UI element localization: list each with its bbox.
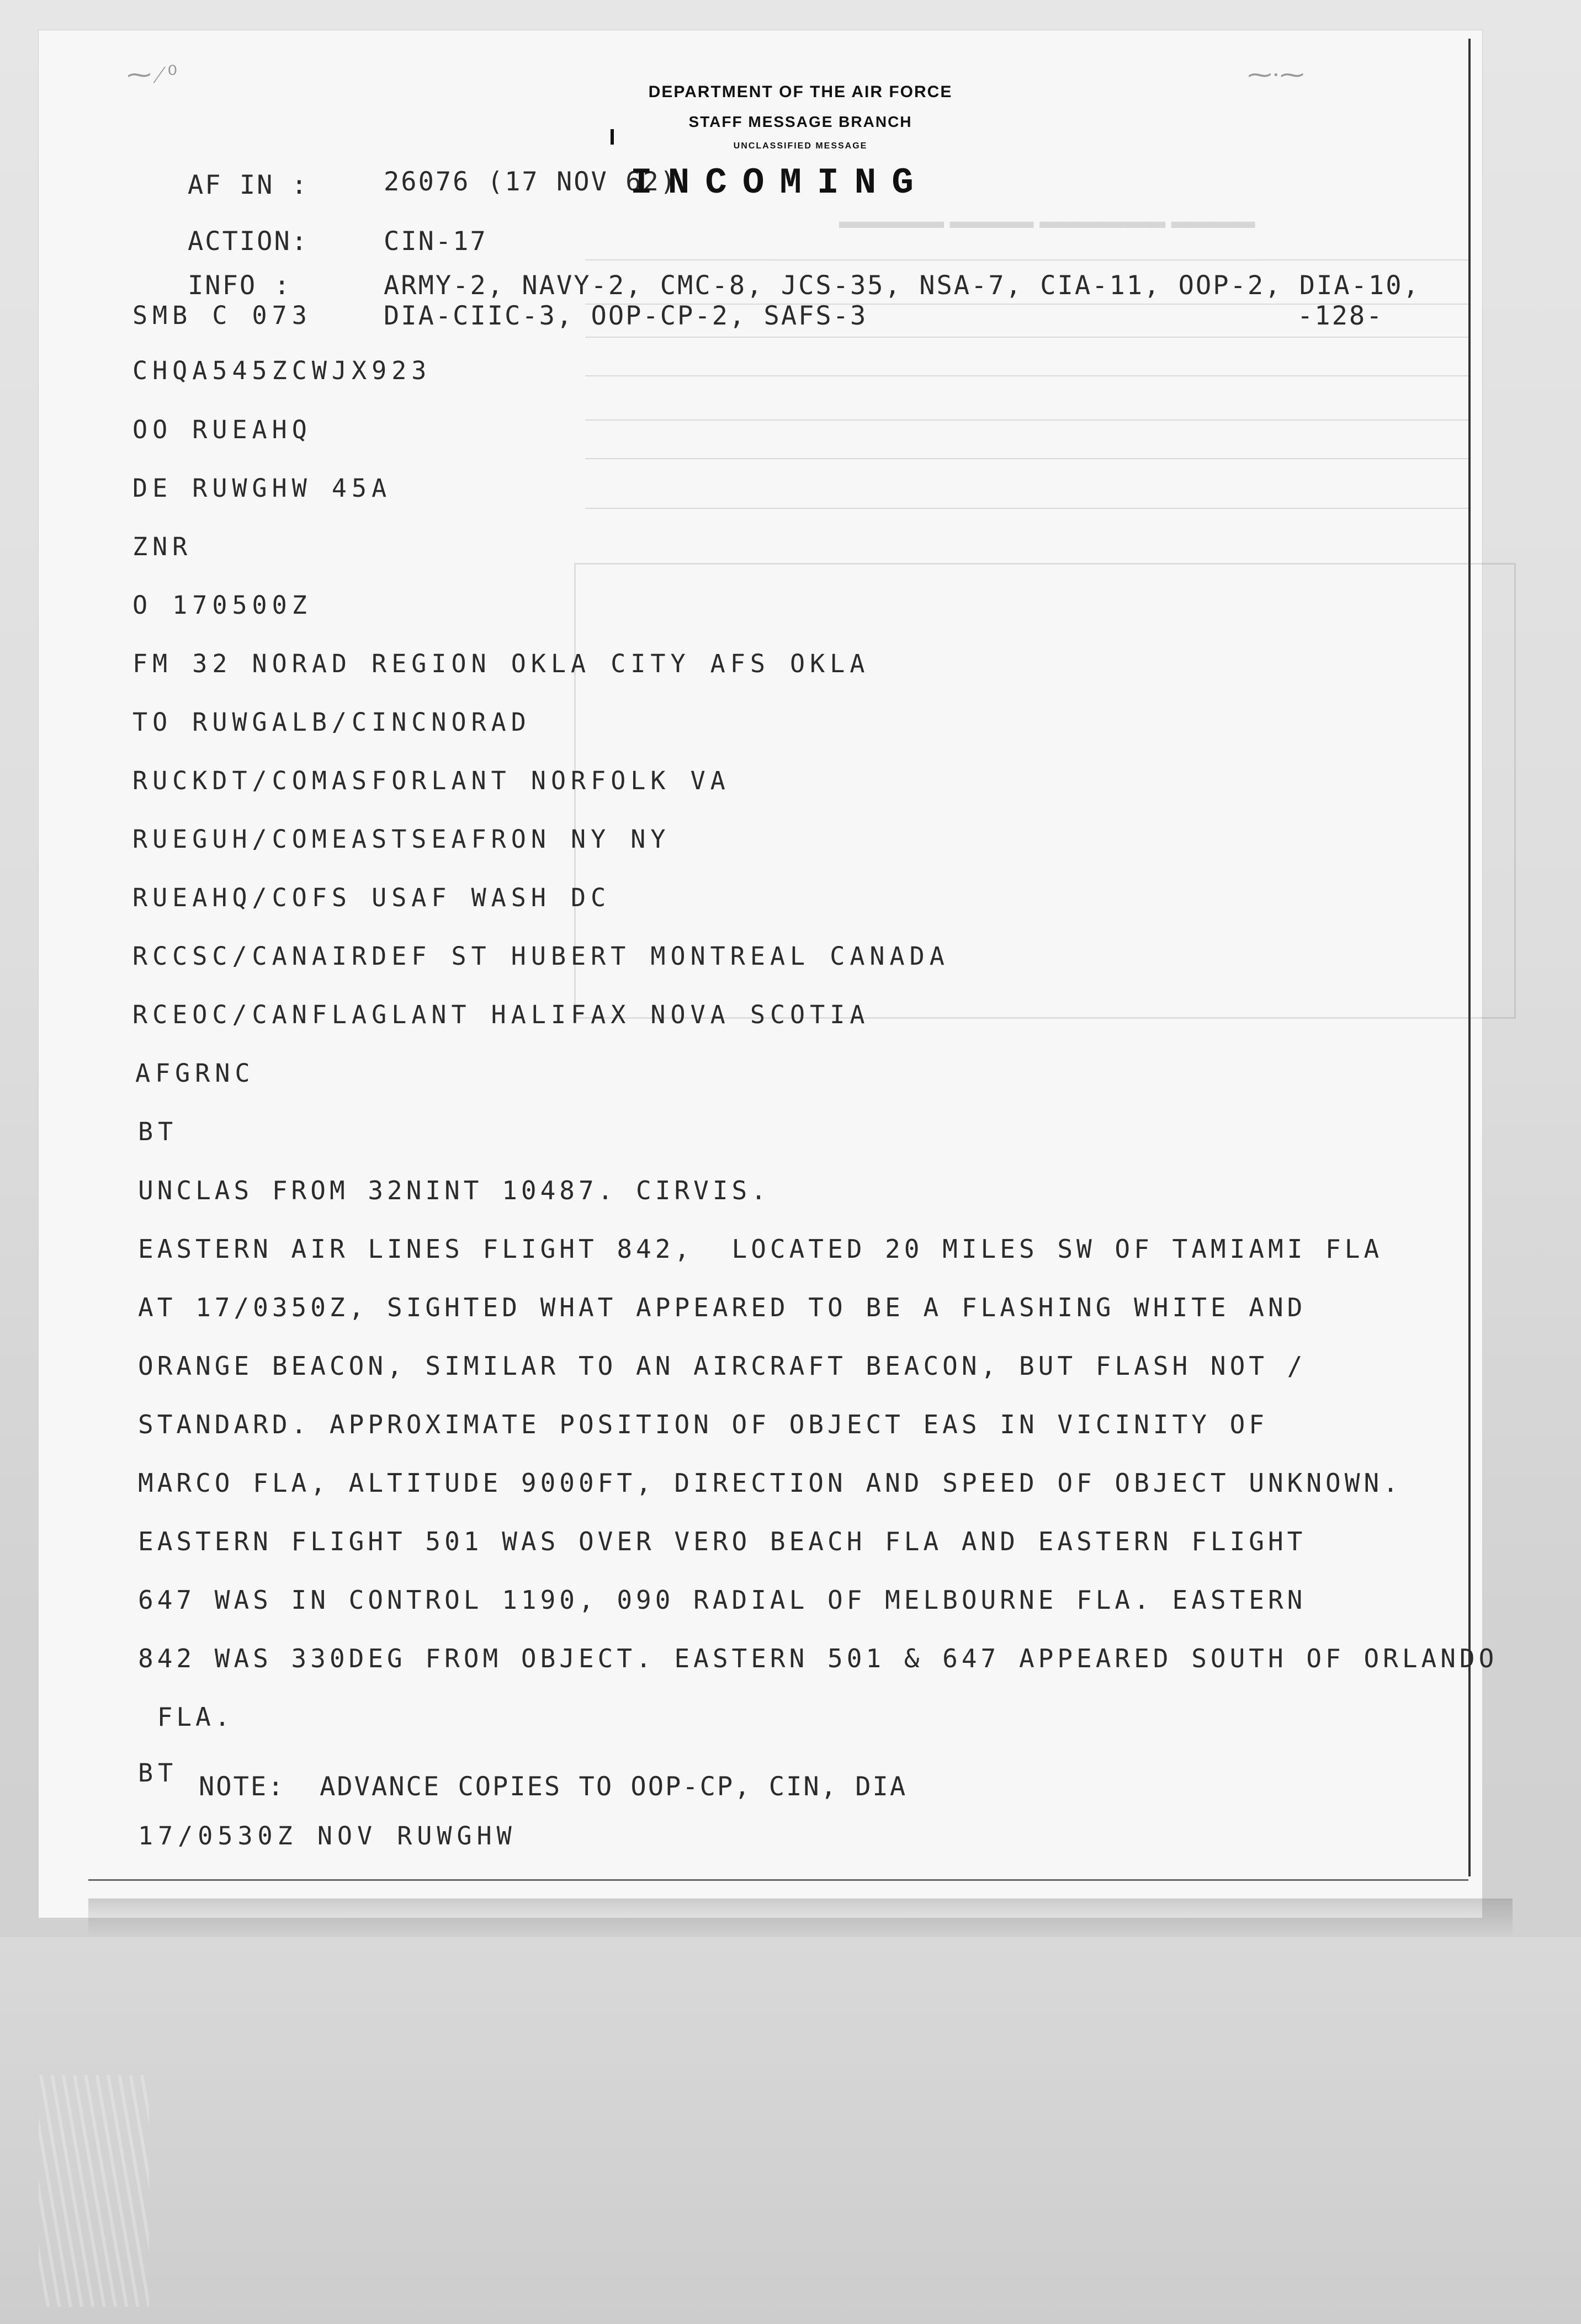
branch-heading: STAFF MESSAGE BRANCH: [688, 113, 912, 130]
teletype-line: RCCSC/CANAIRDEF ST HUBERT MONTREAL CANADA: [132, 942, 949, 971]
body-line: 647 WAS IN CONTROL 1190, 090 RADIAL OF MELBOURNE FLA. EASTERN: [138, 1585, 1307, 1615]
footer-dtg: 17/0530Z NOV RUWGHW: [138, 1821, 517, 1850]
teletype-line: BT: [138, 1117, 178, 1146]
body-line: UNCLAS FROM 32NINT 10487. CIRVIS.: [138, 1176, 770, 1205]
body-line: EASTERN FLIGHT 501 WAS OVER VERO BEACH FLA AND EASTERN FLIGHT: [138, 1527, 1307, 1556]
af-in-label: AF IN :: [188, 170, 309, 200]
teletype-line: RUEAHQ/COFS USAF WASH DC: [132, 883, 611, 912]
teletype-line: FM 32 NORAD REGION OKLA CITY AFS OKLA: [132, 649, 870, 678]
body-line: AT 17/0350Z, SIGHTED WHAT APPEARED TO BE A FLASHING WHITE AND: [138, 1293, 1307, 1322]
action-value: CIN-17: [384, 226, 487, 257]
body-line: STANDARD. APPROXIMATE POSITION OF OBJECT EAS IN VICINITY OF: [138, 1410, 1268, 1439]
advance-copies-note: NOTE: ADVANCE COPIES TO OOP-CP, CIN, DIA: [199, 1772, 908, 1802]
teletype-line: ZNR: [132, 532, 193, 561]
department-heading: DEPARTMENT OF THE AIR FORCE: [648, 83, 953, 101]
smb-number: SMB C 073: [132, 301, 312, 330]
info-line-2: DIA-CIIC-3, OOP-CP-2, SAFS-3: [384, 301, 868, 331]
body-line: MARCO FLA, ALTITUDE 9000FT, DIRECTION AND SPEED OF OBJECT UNKNOWN.: [138, 1468, 1402, 1498]
footer-bt: BT: [138, 1758, 178, 1788]
page-bottom-rule: [88, 1879, 1468, 1881]
teletype-line: DE RUWGHW 45A: [132, 474, 392, 503]
info-label: INFO :: [188, 270, 291, 301]
header-mark: [611, 129, 614, 145]
action-label: ACTION:: [188, 226, 309, 257]
corner-mark-left: ⁓ ⁄ ⁰: [127, 61, 177, 88]
teletype-line: RUCKDT/COMASFORLANT NORFOLK VA: [132, 766, 730, 795]
body-line: ORANGE BEACON, SIMILAR TO AN AIRCRAFT BEACON, BUT FLASH NOT /: [138, 1351, 1307, 1381]
info-line-1: ARMY-2, NAVY-2, CMC-8, JCS-35, NSA-7, CIA-11, OOP-2, DIA-10,: [384, 270, 1420, 301]
body-line: 842 WAS 330DEG FROM OBJECT. EASTERN 501 & 647 APPEARED SOUTH OF ORLANDO: [138, 1644, 1498, 1673]
teletype-line: RUEGUH/COMEASTSEAFRON NY NY: [132, 825, 671, 854]
classification-heading: UNCLASSIFIED MESSAGE: [733, 141, 868, 151]
page-shadow: [88, 1898, 1513, 1937]
corner-mark-right: ⁓·⁓: [1248, 61, 1304, 88]
body-line: FLA.: [138, 1702, 234, 1732]
teletype-line: AFGRNC: [135, 1059, 255, 1088]
teletype-line: O 170500Z: [132, 591, 312, 620]
info-total: -128-: [1297, 301, 1384, 331]
teletype-line: CHQA545ZCWJX923: [132, 356, 432, 385]
bleed-through-heading: ▬▬▬▬▬ ▬▬▬▬ ▬▬▬▬▬▬ ▬▬▬▬: [839, 210, 1255, 233]
teletype-line: RCEOC/CANFLAGLANT HALIFAX NOVA SCOTIA: [132, 1000, 870, 1029]
teletype-line: OO RUEAHQ: [132, 415, 312, 444]
teletype-line: TO RUWGALB/CINCNORAD: [132, 708, 531, 737]
af-in-value: 26076 (17 NOV 62): [384, 167, 678, 197]
scanner-bed: [0, 1937, 1581, 2324]
incoming-stamp: INCOMING: [630, 162, 929, 204]
scanner-smudge: [39, 2075, 149, 2307]
body-line: EASTERN AIR LINES FLIGHT 842, LOCATED 20 MILES SW OF TAMIAMI FLA: [138, 1234, 1383, 1264]
